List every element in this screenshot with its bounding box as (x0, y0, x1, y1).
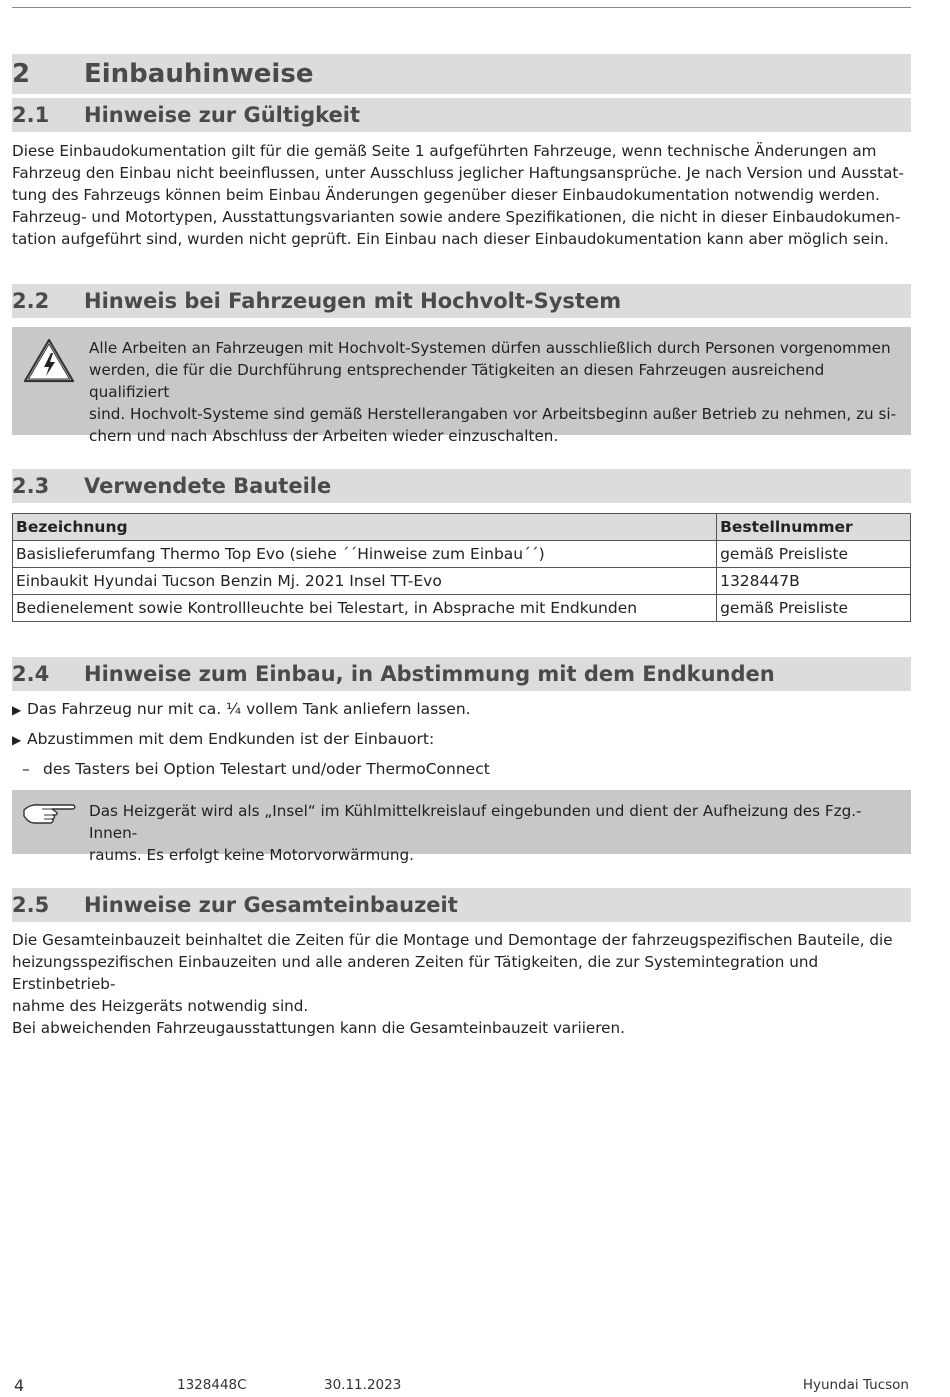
section-heading-2-2 (12, 284, 911, 318)
table-row (13, 568, 911, 595)
triangle-bullet-icon: ▶ (12, 703, 22, 717)
list-item (12, 728, 434, 751)
section-number: 2.1 (12, 103, 50, 127)
section-heading-2-5 (12, 888, 911, 922)
text-line: Fahrzeug den Einbau nicht beeinflussen, unter Ausschluss jeglicher Haftungsansprüche. Je nach Version und Ausstat- (12, 164, 904, 182)
text-line: nahme des Heizgeräts notwendig sind. (12, 997, 309, 1015)
section-heading-2-3 (12, 469, 911, 503)
table-cell: Einbaukit Hyundai Tucson Benzin Mj. 2021 Insel TT-Evo (13, 568, 717, 595)
table-header-row (13, 514, 911, 541)
high-voltage-warning-box (12, 327, 911, 445)
section-title: Hinweise zur Gültigkeit (84, 103, 360, 127)
vehicle-name: Hyundai Tucson (802, 1377, 909, 1393)
list-item-text: Abzustimmen mit dem Endkunden ist der Einbauort: (27, 730, 435, 748)
installation-time-paragraph (12, 929, 911, 1039)
section-number: 2.2 (12, 289, 50, 313)
section-heading-2-1 (12, 98, 911, 132)
text-line: Bei abweichenden Fahrzeugausstattungen kann die Gesamteinbauzeit variieren. (12, 1019, 625, 1037)
text-line: Diese Einbaudokumentation gilt für die gemäß Seite 1 aufgeführten Fahrzeuge, wenn technische Änderungen am (12, 142, 877, 160)
pointing-hand-icon (22, 798, 78, 832)
text-line: Alle Arbeiten an Fahrzeugen mit Hochvolt-Systemen dürfen ausschließlich durch Personen vorgenommen (89, 339, 891, 357)
chapter-number: 2 (12, 59, 31, 89)
validity-paragraph (12, 140, 911, 250)
list-item (12, 698, 471, 721)
dash-bullet-icon: – (22, 760, 30, 778)
column-header: Bestellnummer (717, 514, 911, 541)
list-item-text: des Tasters bei Option Telestart und/oder ThermoConnect (43, 760, 490, 778)
text-line: heizungsspezifischen Einbauzeiten und alle anderen Zeiten für Tätigkeiten, die zur Systemintegration und Erstinbetrieb- (12, 953, 819, 993)
list-item-text: Das Fahrzeug nur mit ca. ¼ vollem Tank anliefern lassen. (27, 700, 471, 718)
parts-table (12, 513, 911, 622)
high-voltage-warning-icon (22, 337, 76, 389)
page-number: 4 (14, 1376, 25, 1395)
table-row (13, 595, 911, 622)
chapter-title: Einbauhinweise (84, 59, 314, 89)
table-cell: Bedienelement sowie Kontrollleuchte bei Telestart, in Absprache mit Endkunden (13, 595, 717, 622)
sub-list-item (22, 758, 490, 780)
header-rule (12, 7, 911, 8)
table-cell: gemäß Preisliste (717, 595, 911, 622)
document-number: 1328448C (177, 1377, 247, 1393)
section-heading-2-4 (12, 657, 911, 691)
text-line: werden, die für die Durchführung entsprechender Tätigkeiten an diesen Fahrzeugen ausreichend qualifiziert (89, 361, 825, 401)
text-line: Fahrzeug- und Motortypen, Ausstattungsvarianten sowie andere Spezifikationen, die nicht in dieser Einbaudokumen- (12, 208, 901, 226)
section-number: 2.5 (12, 893, 50, 917)
text-line: Die Gesamteinbauzeit beinhaltet die Zeiten für die Montage und Demontage der fahrzeugspezifischen Bauteile, die (12, 931, 893, 949)
text-line: tung des Fahrzeugs können beim Einbau Änderungen gegenüber dieser Einbaudokumentation notwendig werden. (12, 186, 880, 204)
document-date: 30.11.2023 (324, 1377, 402, 1393)
table-row (13, 541, 911, 568)
section-title: Hinweise zum Einbau, in Abstimmung mit dem Endkunden (84, 662, 775, 686)
chapter-heading (12, 54, 911, 94)
table-cell: gemäß Preisliste (717, 541, 911, 568)
section-title: Hinweis bei Fahrzeugen mit Hochvolt-System (84, 289, 622, 313)
text-line: Das Heizgerät wird als „Insel“ im Kühlmittelkreislauf eingebunden und dient der Aufheizung des Fzg.-Innen- (89, 802, 862, 842)
section-title: Verwendete Bauteile (84, 474, 332, 498)
section-number: 2.3 (12, 474, 50, 498)
info-note-box (12, 790, 911, 864)
text-line: chern und nach Abschluss der Arbeiten wieder einzuschalten. (89, 427, 559, 445)
text-line: sind. Hochvolt-Systeme sind gemäß Herstellerangaben vor Arbeitsbeginn außer Betrieb zu nehmen, zu si- (89, 405, 897, 423)
section-title: Hinweise zur Gesamteinbauzeit (84, 893, 458, 917)
table-cell: 1328447B (717, 568, 911, 595)
triangle-bullet-icon: ▶ (12, 733, 22, 747)
table-cell: Basislieferumfang Thermo Top Evo (siehe ´´Hinweise zum Einbau´´) (13, 541, 717, 568)
text-line: raums. Es erfolgt keine Motorvorwärmung. (89, 846, 414, 864)
section-number: 2.4 (12, 662, 50, 686)
text-line: tation aufgeführt sind, wurden nicht geprüft. Ein Einbau nach dieser Einbaudokumentation kann aber möglich sein. (12, 230, 889, 248)
column-header: Bezeichnung (13, 514, 717, 541)
